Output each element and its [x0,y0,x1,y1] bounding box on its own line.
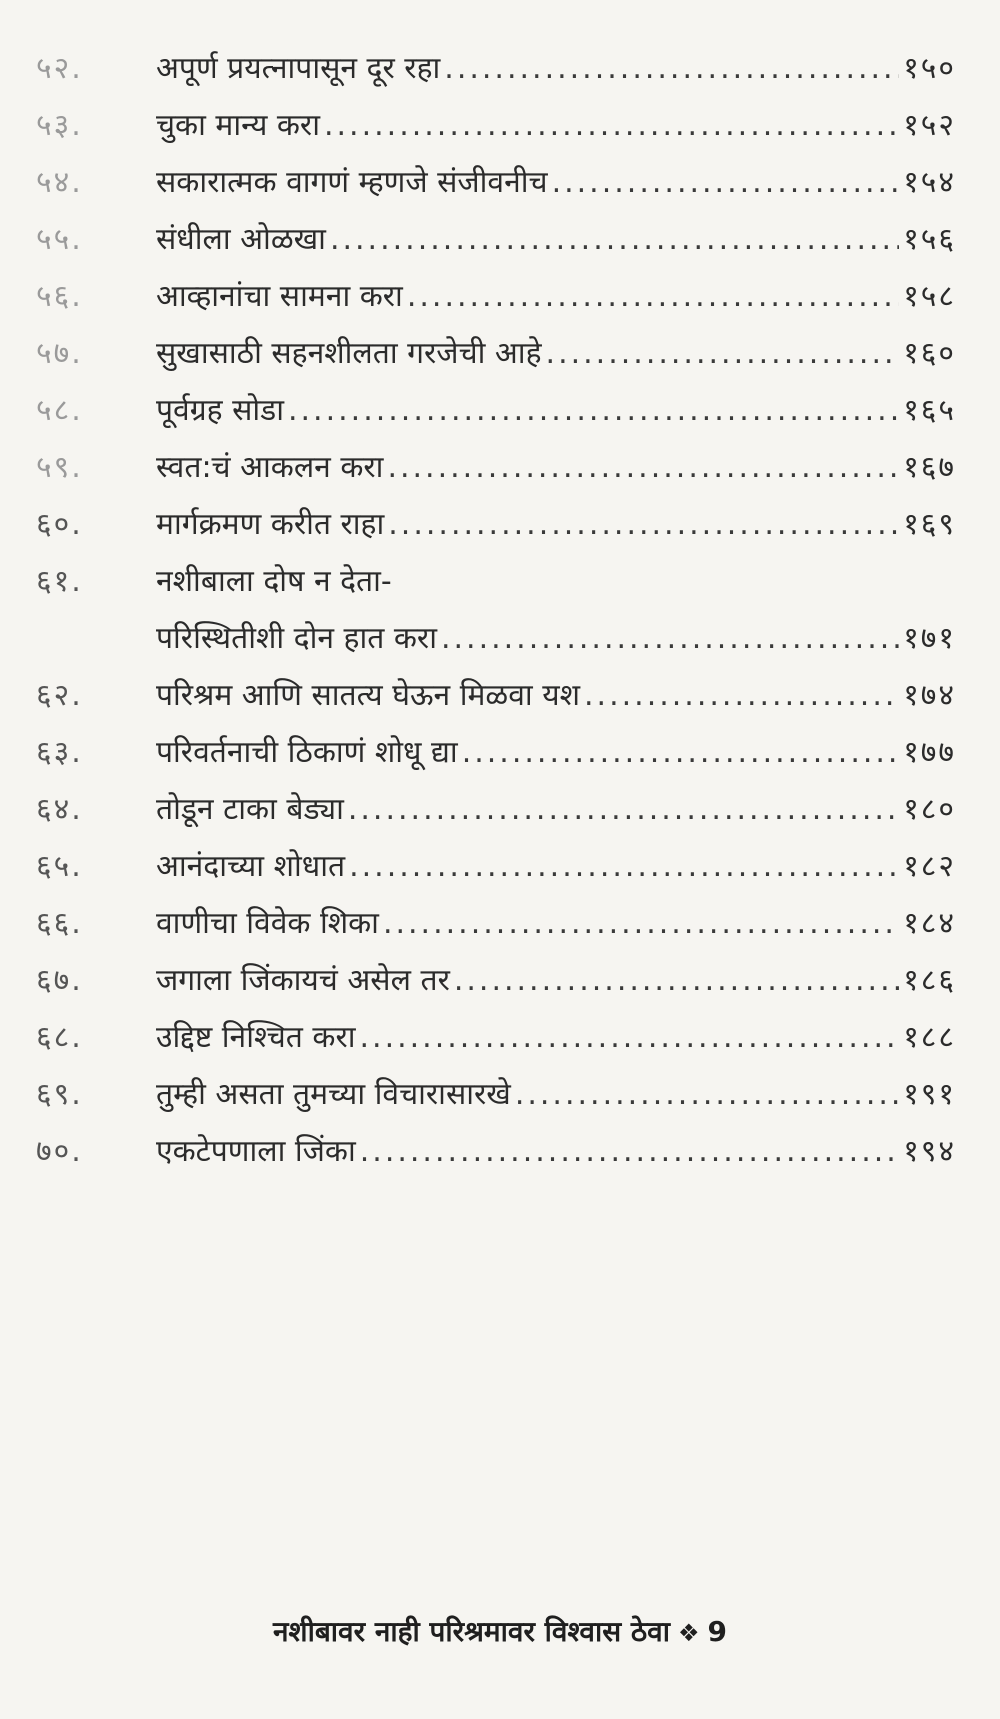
toc-entry-number: ६५. [36,849,83,884]
toc-entry-body [156,952,956,1009]
toc-entry-body [156,724,956,781]
toc-entry-body [156,895,956,952]
toc-entry-number: ५७. [36,336,83,371]
toc-entry-body [156,211,956,268]
toc-entry-number: ५२. [36,51,83,86]
toc-entry [36,268,956,325]
toc-entry-body [156,268,956,325]
toc-entry-title: नशीबाला दोष न देता- [156,564,392,599]
toc-entry [36,40,956,97]
toc-entry-number: ५५. [36,222,83,257]
toc-entry-page: १६० [903,336,956,371]
toc-entry-number: ५३. [36,108,83,143]
toc-dot-leader [515,1066,899,1123]
toc-entry-page: १५० [903,51,956,86]
toc-entry-page: १८८ [903,1020,956,1055]
toc-entry-number: ६०. [36,507,83,542]
toc-entry [36,895,956,952]
toc-entry-number: ६२. [36,678,83,713]
toc-dot-leader [324,97,899,154]
toc-entry-page: १७४ [903,678,956,713]
toc-entry-body [156,838,956,895]
toc-entry-page: १६९ [903,507,956,542]
toc-entry-title: वाणीचा विवेक शिका [156,906,379,941]
toc-dot-leader [349,838,899,895]
toc-entry-page: १५४ [903,165,956,200]
toc-entry-number: ७०. [36,1134,83,1169]
toc-dot-leader [441,610,899,667]
toc-entry-title: तोडून टाका बेड्या [156,792,344,827]
toc-entry-body [156,667,956,724]
toc-entry-body [156,325,956,382]
toc-entry-title: परिवर्तनाची ठिकाणं शोधू द्या [156,735,458,770]
toc-dot-leader [360,1123,899,1180]
toc-entry [36,496,956,553]
toc-entry [36,1009,956,1066]
toc-entry-title: जगाला जिंकायचं असेल तर [156,963,450,998]
toc-entry-body [156,1009,956,1066]
toc-dot-leader [388,496,899,553]
toc-entry-page: १७७ [903,735,956,770]
toc-entry-number: ६१. [36,564,83,599]
toc-entry-body [156,40,956,97]
toc-entry-page: १५६ [903,222,956,257]
toc-entry-number: ५८. [36,393,83,428]
toc-dot-leader [407,268,899,325]
toc-entry [36,610,956,667]
toc-entry-number: ६९. [36,1077,83,1112]
toc-entry-body [156,496,956,553]
toc-entry-body [156,97,956,154]
toc-entry-title: चुका मान्य करा [156,108,320,143]
toc-entry [36,1123,956,1180]
page-footer [0,1612,1000,1650]
toc-entry-number: ६८. [36,1020,83,1055]
toc-entry [36,211,956,268]
toc-entry [36,781,956,838]
toc-entry [36,1066,956,1123]
toc-entry-number: ६६. [36,906,83,941]
toc-entry-body [156,439,956,496]
toc-entry-page: १८६ [903,963,956,998]
footer-book-title: नशीबावर नाही परिश्रमावर विश्वास ठेवा [272,1615,670,1648]
toc-dot-leader [360,1009,900,1066]
toc-entry-title: उद्दिष्ट निश्चित करा [156,1020,356,1055]
toc-entry-page: १९१ [903,1077,956,1112]
toc-entry-page: १७१ [903,621,956,656]
toc-entry [36,667,956,724]
toc-entry-number: ६३. [36,735,83,770]
toc-dot-leader [584,667,899,724]
toc-entry-title: आव्हानांचा सामना करा [156,279,403,314]
toc-entry [36,439,956,496]
toc-entry-title: एकटेपणाला जिंका [156,1134,356,1169]
toc-entry [36,382,956,439]
toc-entry-page: १५८ [903,279,956,314]
toc-entry-number: ६४. [36,792,83,827]
toc-dot-leader [462,724,899,781]
toc-entry-body [156,610,956,667]
toc-entry-page: १६५ [903,393,956,428]
footer-page-number: 9 [707,1615,727,1648]
toc-entry [36,154,956,211]
toc-entry-number: ६७. [36,963,83,998]
toc-entry-title: संधीला ओळखा [156,222,326,257]
toc-entry [36,724,956,781]
toc-dot-leader [383,895,899,952]
toc-entry-number: ५९. [36,450,83,485]
toc-entry-body [156,154,956,211]
toc-dot-leader [454,952,899,1009]
toc-dot-leader [348,781,899,838]
toc-entry [36,952,956,1009]
toc-entry [36,553,956,610]
toc-dot-leader [288,382,899,439]
toc-entry-title: तुम्ही असता तुमच्या विचारासारखे [156,1077,511,1112]
toc-entry-title: परिश्रम आणि सातत्य घेऊन मिळवा यश [156,678,581,713]
toc-entry [36,838,956,895]
footer-separator: ❖ [678,1619,700,1647]
toc-entry-page: १८४ [903,906,956,941]
toc-dot-leader [387,439,899,496]
toc-entry-page: १८२ [903,849,956,884]
toc-entry-title: सुखासाठी सहनशीलता गरजेची आहे [156,336,542,371]
toc-entry-title: पूर्वग्रह सोडा [156,393,284,428]
toc-entry-page: १८० [903,792,956,827]
toc-entry-title: मार्गक्रमण करीत राहा [156,507,385,542]
toc-entry-number: ५६. [36,279,83,314]
toc-entry-page: १९४ [903,1134,956,1169]
toc-dot-leader [546,325,900,382]
toc-entry-body [156,382,956,439]
toc-entry-body [156,1066,956,1123]
toc-entry-title: अपूर्ण प्रयत्नापासून दूर रहा [156,51,441,86]
toc-entry-title: स्वत:चं आकलन करा [156,450,384,485]
toc-entry [36,97,956,154]
toc-entry-page: १६७ [903,450,956,485]
toc-entry-body [156,1123,956,1180]
toc-entry-page: १५२ [903,108,956,143]
toc-dot-leader [330,211,899,268]
toc-entry-number: ५४. [36,165,83,200]
toc-entry-title: सकारात्मक वागणं म्हणजे संजीवनीच [156,165,548,200]
toc-entry-title: आनंदाच्या शोधात [156,849,346,884]
table-of-contents [36,40,956,1180]
toc-dot-leader [444,40,899,97]
toc-entry-body [156,781,956,838]
toc-entry [36,325,956,382]
toc-entry-title: परिस्थितीशी दोन हात करा [156,621,437,656]
toc-entry-body [156,553,956,610]
toc-dot-leader [552,154,900,211]
